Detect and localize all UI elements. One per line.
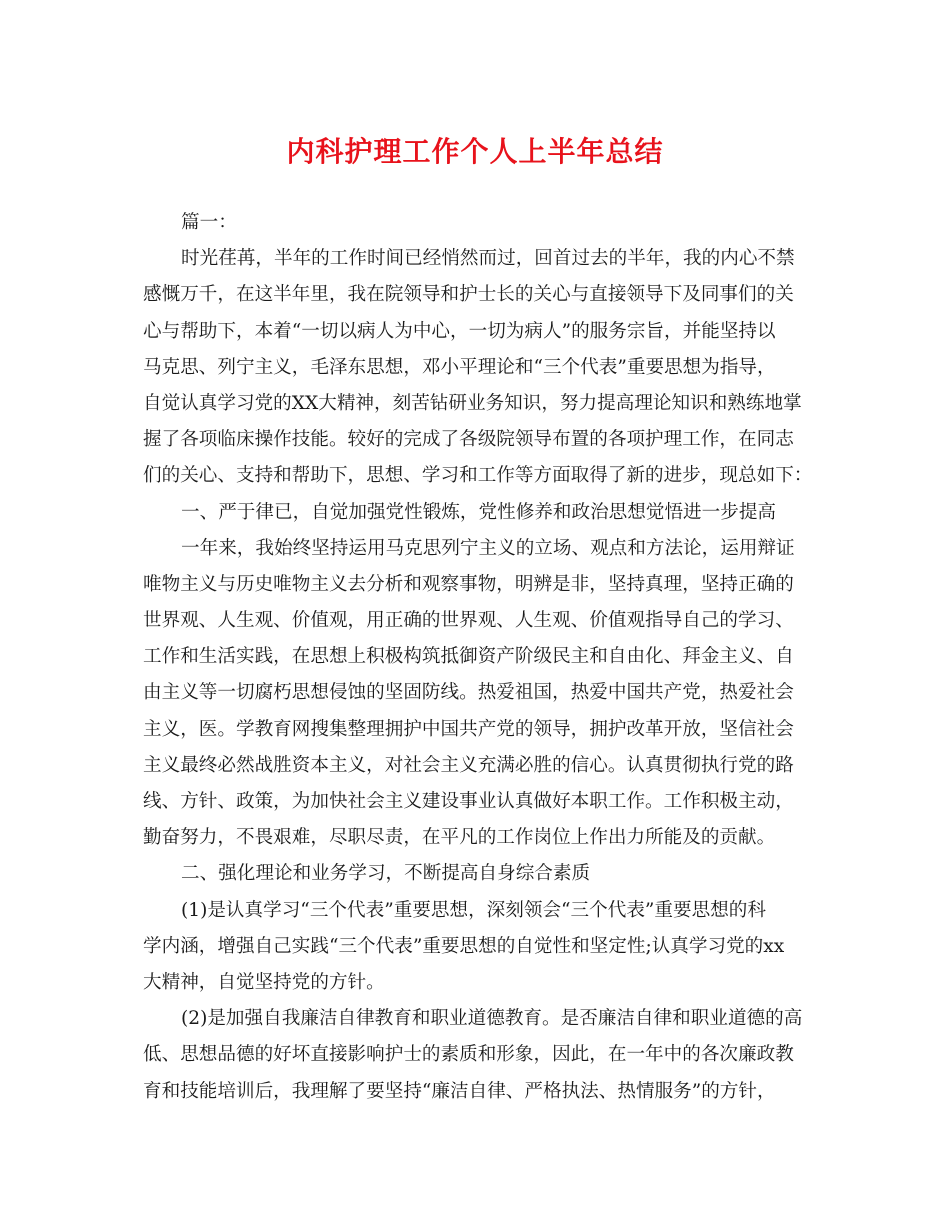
paragraph-line: 勤奋努力，不畏艰难，尽职尽责，在平凡的工作岗位上作出力所能及的贡献。 bbox=[143, 827, 776, 849]
paragraph-line: 主义，医。学教育网搜集整理拥护中国共产党的领导，拥护改革开放，坚信社会 bbox=[143, 718, 794, 740]
paragraph-line: 马克思、列宁主义，毛泽东思想，邓小平理论和“三个代表”重要思想为指导， bbox=[143, 356, 776, 378]
paragraph-line: 工作和生活实践，在思想上积极构筑抵御资产阶级民主和自由化、拜金主义、自 bbox=[143, 646, 794, 668]
paragraph-line: 大精神，自觉坚持党的方针。 bbox=[143, 971, 385, 993]
paragraph-line: 一年来，我始终坚持运用马克思列宁主义的立场、观点和方法论，运用辩证 bbox=[181, 537, 795, 559]
paragraph-line: 学内涵，增强自己实践“三个代表”重要思想的自觉性和坚定性;认真学习党的xx bbox=[143, 935, 785, 957]
paragraph-line: 感慨万千，在这半年里，我在院领导和护士长的关心与直接领导下及同事们的关 bbox=[143, 284, 794, 306]
paragraph-line: 线、方针、政策，为加快社会主义建设事业认真做好本职工作。工作积极主动， bbox=[143, 791, 794, 812]
paragraph-line: 一、严于律已，自觉加强党性锻炼，党性修养和政治思想觉悟进一步提高 bbox=[181, 501, 777, 523]
paragraph-line: (1)是认真学习“三个代表”重要思想，深刻领会“三个代表”重要思想的科 bbox=[181, 899, 766, 921]
paragraph-line: (2)是加强自我廉洁自律教育和职业道德教育。是否廉洁自律和职业道德的高 bbox=[181, 1008, 803, 1030]
paragraph-line: 由主义等一切腐朽思想侵蚀的坚固防线。热爱祖国，热爱中国共产党，热爱社会 bbox=[143, 682, 794, 704]
paragraph-line: 主义最终必然战胜资本主义，对社会主义充满必胜的信心。认真贯彻执行党的路 bbox=[143, 754, 794, 776]
paragraph-line: 自觉认真学习党的XX大精神，刻苦钻研业务知识，努力提高理论知识和熟练地掌 bbox=[143, 392, 802, 414]
paragraph-line: 低、思想品德的好坏直接影响护士的素质和形象，因此，在一年中的各次廉政教 bbox=[143, 1044, 794, 1066]
paragraph-line: 们的关心、支持和帮助下，思想、学习和工作等方面取得了新的进步，现总如下： bbox=[143, 465, 813, 487]
paragraph-line: 握了各项临床操作技能。较好的完成了各级院领导布置的各项护理工作，在同志 bbox=[143, 429, 794, 451]
paragraph-line: 唯物主义与历史唯物主义去分析和观察事物，明辨是非，坚持真理，坚持正确的 bbox=[143, 573, 794, 595]
paragraph-line: 二、强化理论和业务学习，不断提高自身综合素质 bbox=[181, 863, 591, 885]
paragraph-line: 育和技能培训后，我理解了要坚持“廉洁自律、严格执法、热情服务”的方针， bbox=[143, 1080, 776, 1102]
paragraph-line: 篇一： bbox=[181, 212, 237, 233]
paragraph-line: 世界观、人生观、价值观，用正确的世界观、人生观、价值观指导自己的学习、 bbox=[143, 610, 794, 632]
paragraph-line: 时光荏苒，半年的工作时间已经悄然而过，回首过去的半年，我的内心不禁 bbox=[181, 248, 795, 270]
document-title: 内科护理工作个人上半年总结 bbox=[286, 135, 664, 168]
paragraph-line: 心与帮助下，本着“一切以病人为中心，一切为病人”的服务宗旨，并能坚持以 bbox=[143, 320, 776, 342]
document-body bbox=[143, 205, 813, 1110]
